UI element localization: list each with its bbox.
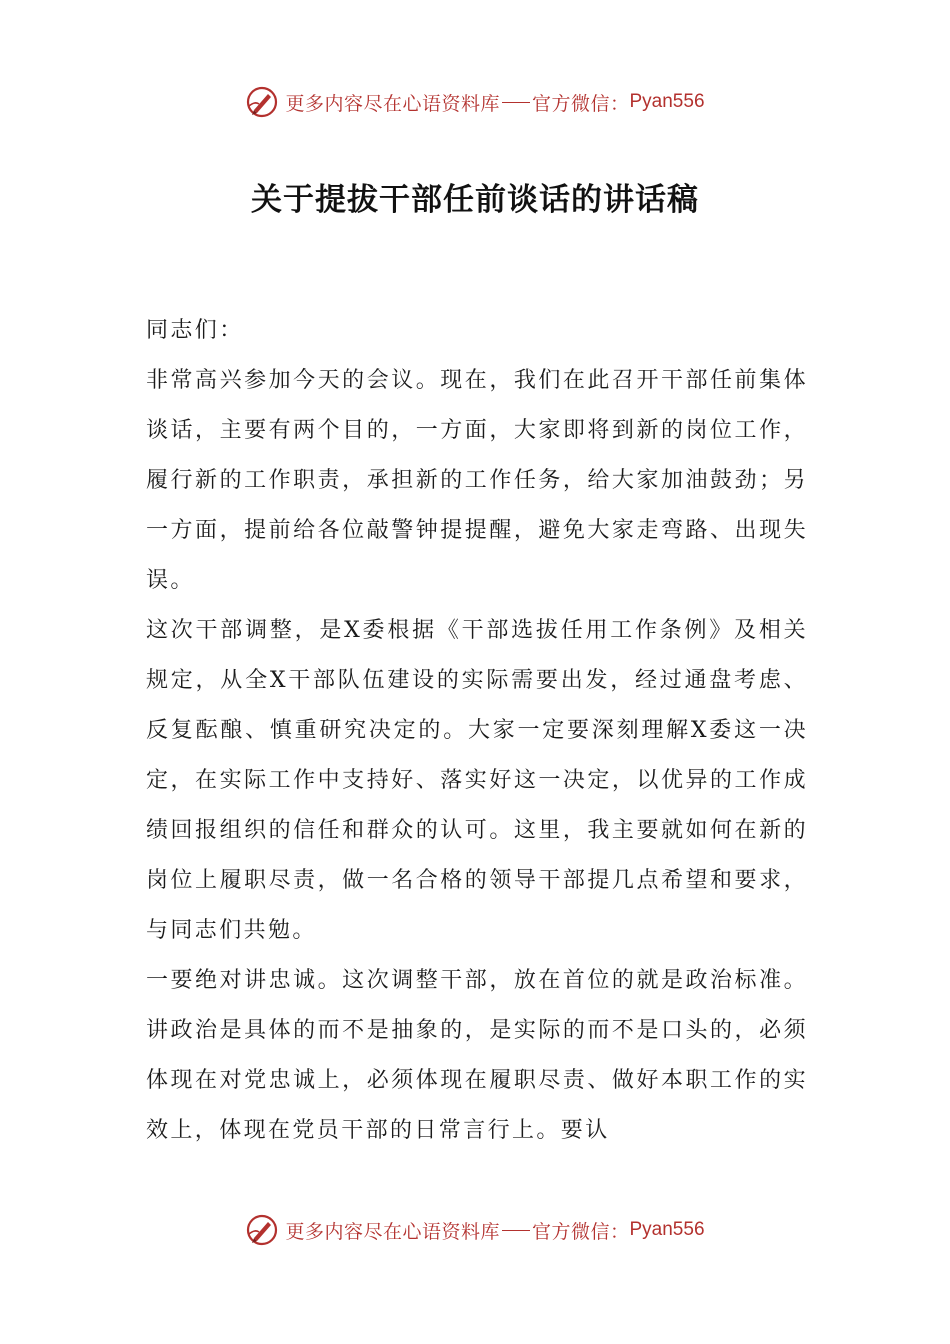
watermark-separator: [502, 1230, 530, 1231]
paragraph: 非常高兴参加今天的会议。现在，我们在此召开干部任前集体谈话，主要有两个目的，一方面，大家即将到新的岗位工作，履行新的工作职责，承担新的工作任务，给大家加油鼓劲；另一方面，提前给各位敲警钟提提醒，避免大家走弯路、出现失误。: [146, 368, 808, 593]
pen-logo-icon: [245, 85, 279, 119]
page-title: 关于提拔干部任前谈话的讲话稿: [251, 182, 699, 218]
pen-logo-icon: [245, 1213, 279, 1247]
paragraph: 这次干部调整，是X委根据《干部选拔任用工作条例》及相关规定，从全X干部队伍建设的实际需要出发，经过通盘考虑、反复酝酿、慎重研究决定的。大家一定要深刻理解X委这一决定，在实际工作中支持好、落实好这一决定，以优异的工作成绩回报组织的信任和群众的认可。这里，我主要就如何在新的岗位上履职尽责，做一名合格的领导干部提几点希望和要求，与同志们共勉。: [146, 618, 808, 943]
watermark-channel: 官方微信：: [531, 1220, 630, 1243]
watermark-separator: [502, 102, 530, 103]
document-body: [146, 306, 808, 1156]
watermark-account: Pyan556: [629, 1219, 705, 1240]
watermark-channel: 官方微信：: [531, 92, 630, 115]
paragraph: 一要绝对讲忠诚。这次调整干部，放在首位的就是政治标准。讲政治是具体的而不是抽象的，是实际的而不是口头的，必须体现在对党忠诚上，必须体现在履职尽责、做好本职工作的实效上，体现在党员干部的日常言行上。要认: [146, 968, 808, 1143]
header-watermark: [0, 82, 950, 122]
footer-watermark: [0, 1210, 950, 1250]
watermark-brand: 更多内容尽在心语资料库: [285, 92, 500, 115]
watermark-brand: 更多内容尽在心语资料库: [285, 1220, 500, 1243]
paragraph-salutation: 同志们：: [146, 318, 244, 343]
watermark-account: Pyan556: [629, 91, 705, 112]
